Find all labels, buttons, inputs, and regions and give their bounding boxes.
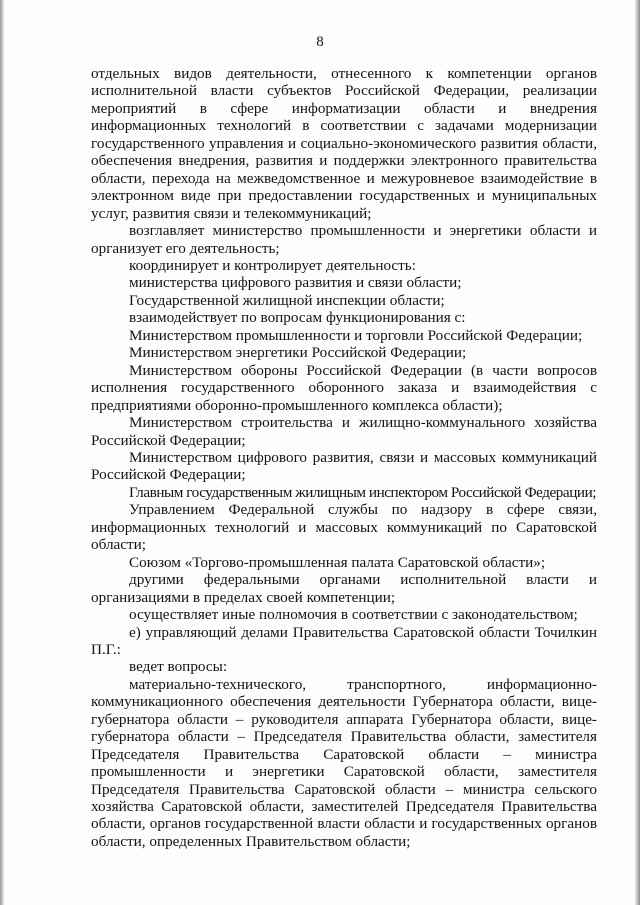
paragraph: Министерством обороны Российской Федерации (в части вопросов исполнения государственного оборонного заказа и взаимодействия с предприятиями оборонно-промышленного комплекса области); — [91, 361, 597, 414]
paragraph: ведет вопросы: — [129, 658, 228, 676]
paragraph: Главным государственным жилищным инспектором Российской Федерации; — [129, 483, 597, 501]
paragraph: координирует и контролирует деятельность: — [129, 256, 416, 274]
paragraph: возглавляет министерство промышленности и энергетики области и организует его деятельность; — [91, 222, 597, 257]
page-number: 8 — [316, 34, 324, 50]
paragraph: отдельных видов деятельности, отнесенного к компетенции органов исполнительной власти субъектов Российской Федерации, реализации мероприятий в сфере информатизации области и внедрения информационных технологий в соответствии с задачами модернизации государственного управления и социально-экономического развития области, обеспечения внедрения, развития и поддержки электронного правительства области, перехода на межведомственное и межуровневое взаимодействие в электронном виде при предоставлении государственных и муниципальных услуг, развития связи и телекоммуникаций; — [91, 65, 597, 222]
paragraph: Министерством промышленности и торговли Российской Федерации; — [129, 326, 583, 344]
paragraph: Управлением Федеральной службы по надзору в сфере связи, информационных технологий и массовых коммуникаций по Саратовской области; — [91, 501, 597, 554]
paragraph: Министерством энергетики Российской Федерации; — [129, 344, 467, 362]
paragraph: Министерством цифрового развития, связи и массовых коммуникаций Российской Федерации; — [91, 448, 597, 484]
paragraph: Государственной жилищной инспекции области; — [129, 291, 445, 309]
paragraph: материально-технического, транспортного, информационно-коммуникационного обеспечения деятельности Губернатора области, вице-губернатора области – руководителя аппарата Губернатора области, вице-губернатора области – Председателя Правительства области, заместителя Председателя Правительства Саратовской области – министра промышленности и энергетики Саратовской области, заместителя Председателя Правительства Саратовской области – министра сельского хозяйства Саратовской области, заместителей Председателя Правительства области, органов государственной власти области и государственных органов области, определенных Правительством области; — [91, 675, 597, 850]
paragraph: другими федеральными органами исполнительной власти и организациями в пределах своей компетенции; — [91, 571, 597, 606]
paragraph: е) управляющий делами Правительства Саратовской области Точилкин П.Г.: — [91, 623, 597, 658]
paragraph: взаимодействует по вопросам функционирования с: — [129, 309, 466, 327]
paragraph: осуществляет иные полномочия в соответствии с законодательством; — [129, 606, 578, 624]
paragraph: Министерством строительства и жилищно-коммунального хозяйства Российской Федерации; — [91, 414, 597, 449]
scan-edge-left — [0, 0, 4, 905]
paragraph: министерства цифрового развития и связи области; — [129, 274, 462, 292]
paragraph: Союзом «Торгово-промышленная палата Саратовской области»; — [129, 553, 546, 571]
scan-edge-right — [635, 0, 640, 905]
document-body — [91, 65, 597, 850]
